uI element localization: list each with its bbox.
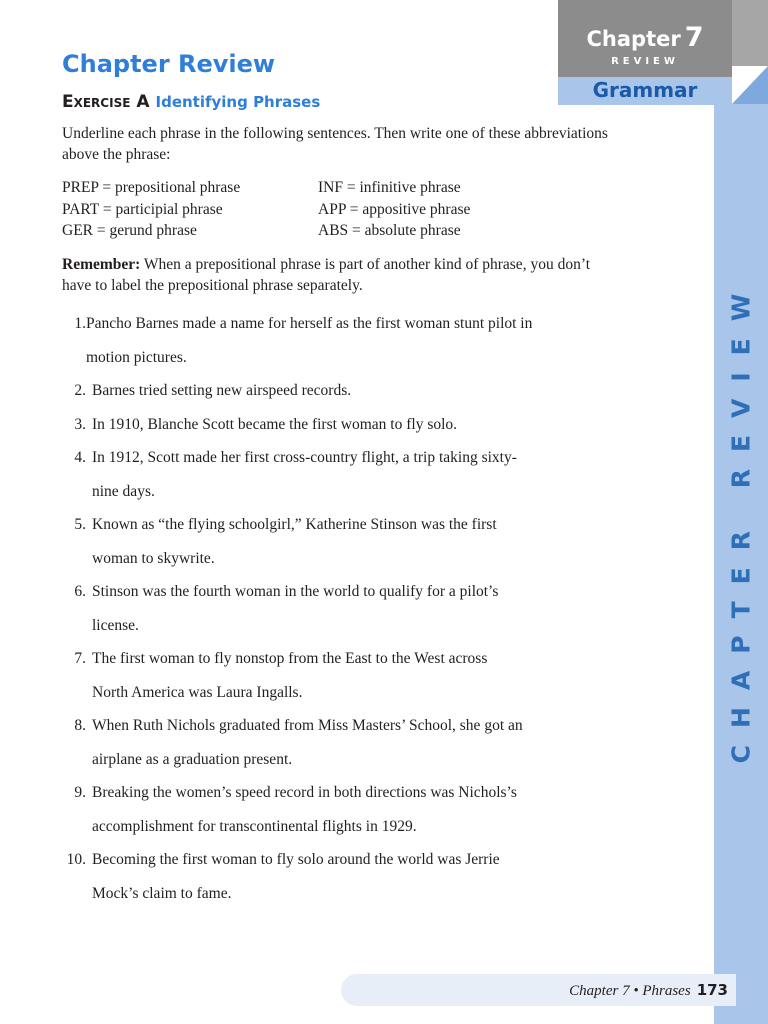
footer: [569, 981, 728, 1000]
item-line-cont: accomplishment for transcontinental flights in 1929.: [92, 817, 417, 835]
abbreviation-part: PART = participial phrase: [62, 200, 223, 218]
abbreviation-app: APP = appositive phrase: [318, 200, 471, 218]
item-line-cont: airplane as a graduation present.: [92, 750, 293, 768]
item-line-cont: North America was Laura Ingalls.: [92, 683, 303, 701]
remember-label: Remember:: [62, 256, 141, 273]
tab-subject-label: Grammar: [592, 78, 698, 102]
abbreviation-prep: PREP = prepositional phrase: [62, 179, 241, 196]
side-label: CHAPTER REVIEW: [726, 276, 756, 764]
remember-note: [62, 254, 610, 296]
item-line: When Ruth Nichols graduated from Miss Masters’ School, she got an: [92, 717, 523, 734]
item-line: Becoming the first woman to fly solo around the world was Jerrie: [92, 851, 500, 868]
tab-chapter-label: [558, 24, 732, 53]
list-item: [62, 642, 622, 709]
item-number: 7.: [74, 650, 86, 667]
abbreviation-abs: ABS = absolute phrase: [318, 222, 461, 239]
subject-tab-fold: [732, 66, 768, 104]
item-line: Pancho Barnes made a name for herself as the first woman stunt pilot in: [86, 315, 533, 332]
abbreviation-inf: INF = infinitive phrase: [318, 179, 461, 196]
tab-review-label: REVIEW: [611, 56, 679, 67]
exercise-label: Exercise A: [62, 92, 150, 112]
item-line: In 1912, Scott made her first cross-country flight, a trip taking sixty-: [92, 449, 517, 466]
instructions: Underline each phrase in the following sentences. Then write one of these abbreviations above the phrase:: [62, 125, 608, 163]
item-number: 2.: [74, 382, 86, 399]
item-line: Known as “the flying schoolgirl,” Katherine Stinson was the first: [92, 516, 497, 533]
list-item: [62, 843, 622, 910]
item-number: 1.: [74, 315, 86, 332]
list-item: [62, 374, 622, 408]
sentence-list: [62, 307, 622, 910]
item-number: 6.: [74, 583, 86, 600]
item-line-cont: license.: [92, 616, 139, 634]
item-number: 4.: [74, 449, 86, 466]
item-number: 5.: [74, 516, 86, 533]
list-item: [62, 508, 622, 575]
tab-chapter-number: 7: [684, 22, 704, 53]
item-line: In 1910, Blanche Scott became the first woman to fly solo.: [92, 415, 458, 433]
footer-chapter-text: Chapter 7 • Phrases: [569, 983, 691, 999]
item-line: Barnes tried setting new airspeed records.: [92, 382, 352, 399]
page-number: 173: [696, 981, 728, 999]
item-line-cont: Mock’s claim to fame.: [92, 884, 232, 902]
item-number: 8.: [74, 717, 86, 734]
list-item: [62, 575, 622, 642]
item-number: 9.: [74, 784, 86, 801]
page-title: Chapter Review: [62, 50, 276, 78]
list-item: [62, 776, 622, 843]
exercise-title: Identifying Phrases: [155, 93, 321, 111]
chapter-tab-fold: [732, 0, 768, 66]
exercise-heading: [62, 92, 320, 112]
abbreviation-list: [62, 177, 562, 242]
item-line-cont: woman to skywrite.: [92, 549, 215, 567]
item-line-cont: motion pictures.: [86, 348, 187, 366]
list-item: [62, 709, 622, 776]
item-line: Breaking the women’s speed record in both directions was Nichols’s: [92, 784, 517, 801]
item-number: 3.: [74, 415, 86, 433]
list-item: [62, 408, 622, 442]
list-item: [62, 441, 622, 508]
item-line-cont: nine days.: [92, 482, 155, 500]
remember-text: When a prepositional phrase is part of another kind of phrase, you don’t have to label the prepositional phrase separately.: [62, 256, 591, 294]
abbreviation-ger: GER = gerund phrase: [62, 222, 197, 239]
tab-chapter-word: Chapter: [586, 27, 681, 51]
item-line: The first woman to fly nonstop from the East to the West across: [92, 650, 488, 667]
list-item: [62, 307, 622, 374]
item-number: 10.: [66, 851, 86, 868]
item-line: Stinson was the fourth woman in the world to qualify for a pilot’s: [92, 583, 499, 600]
